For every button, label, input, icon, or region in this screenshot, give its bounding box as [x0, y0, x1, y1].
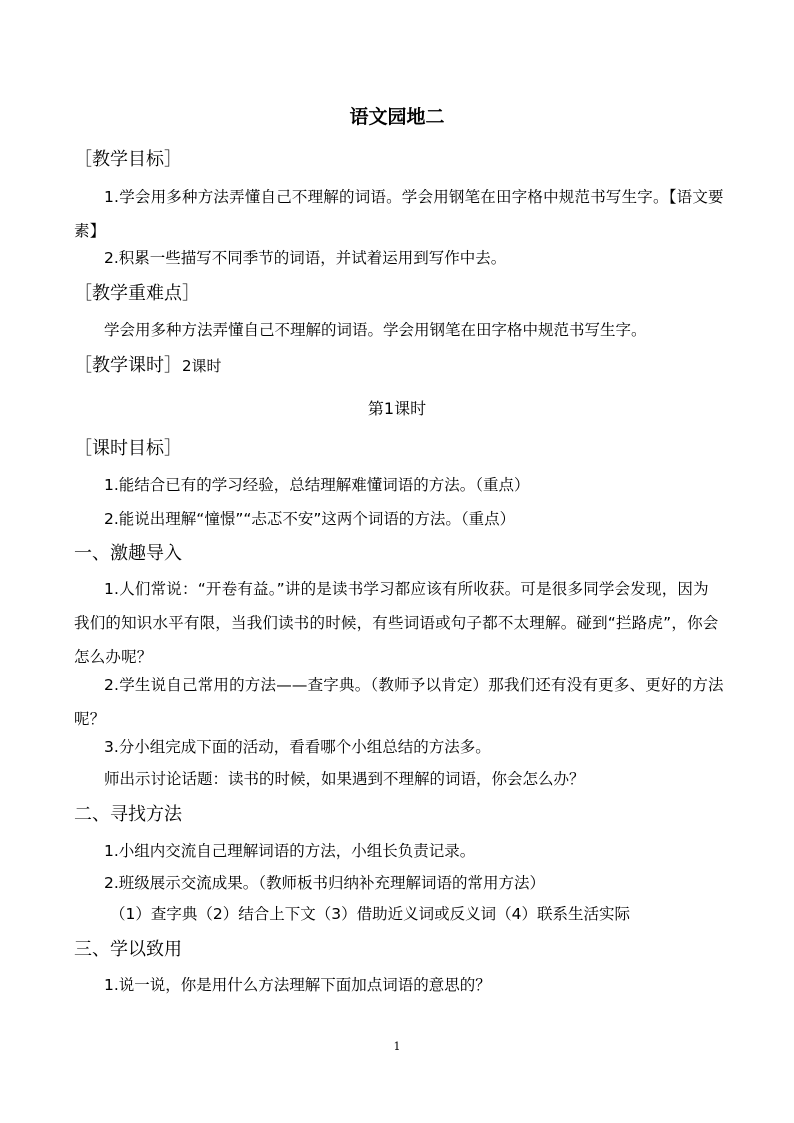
heading-teaching-hours — [74, 354, 222, 378]
section-1-paragraph-3: 3.分小组完成下面的活动，看看哪个小组总结的方法多。 — [104, 738, 491, 756]
section-2-methods-list: （1）查字典（2）结合上下文（3）借助近义词或反义词（4）联系生活实际 — [110, 905, 630, 923]
teaching-hours-value: 2课时 — [182, 357, 222, 375]
section-1-heading: 一、激趣导入 — [74, 543, 182, 564]
section-1-paragraph-1: 1.人们常说：“开卷有益。”讲的是读书学习都应该有所收获。可是很多同学会发现，因为我们的知识水平有限，当我们读书的时候，有些词语或句子都不太理解。碰到“拦路虎”，你会怎么办呢？ — [74, 580, 719, 666]
lesson-1-title: 第1课时 — [367, 399, 427, 418]
heading-teaching-hours-label: ［教学课时］ — [74, 355, 182, 376]
section-2-paragraph-2: 2.班级展示交流成果。（教师板书归纳补充理解词语的常用方法） — [104, 874, 546, 892]
paragraph-goal-2: 2.积累一些描写不同季节的词语，并试着运用到写作中去。 — [104, 249, 507, 267]
heading-teaching-goals: ［教学目标］ — [74, 149, 182, 170]
paragraph-lesson-goal-2: 2.能说出理解“憧憬”“忐忑不安”这两个词语的方法。（重点） — [104, 510, 516, 528]
heading-lesson-goals: ［课时目标］ — [74, 438, 182, 459]
section-1-paragraph-2: 2.学生说自己常用的方法——查字典。（教师予以肯定）那我们还有没有更多、更好的方法呢？ — [74, 676, 724, 728]
page-number: 1 — [393, 1040, 401, 1053]
paragraph-key-points: 学会用多种方法弄懂自己不理解的词语。学会用钢笔在田字格中规范书写生字。 — [104, 321, 647, 339]
section-3-heading: 三、学以致用 — [74, 939, 182, 960]
paragraph-goal-1: 1.学会用多种方法弄懂自己不理解的词语。学会用钢笔在田字格中规范书写生字。【语文要素】 — [74, 188, 724, 240]
heading-key-difficult-points: ［教学重难点］ — [74, 283, 200, 304]
paragraph-lesson-goal-1: 1.能结合已有的学习经验，总结理解难懂词语的方法。（重点） — [104, 476, 530, 494]
section-2-paragraph-1: 1.小组内交流自己理解词语的方法，小组长负责记录。 — [104, 842, 476, 860]
section-1-paragraph-4: 师出示讨论话题：读书的时候，如果遇到不理解的词语，你会怎么办？ — [104, 770, 585, 788]
section-3-paragraph-1: 1.说一说，你是用什么方法理解下面加点词语的意思的？ — [104, 976, 491, 994]
page-title: 语文园地二 — [349, 106, 445, 128]
section-2-heading: 二、寻找方法 — [74, 804, 182, 825]
